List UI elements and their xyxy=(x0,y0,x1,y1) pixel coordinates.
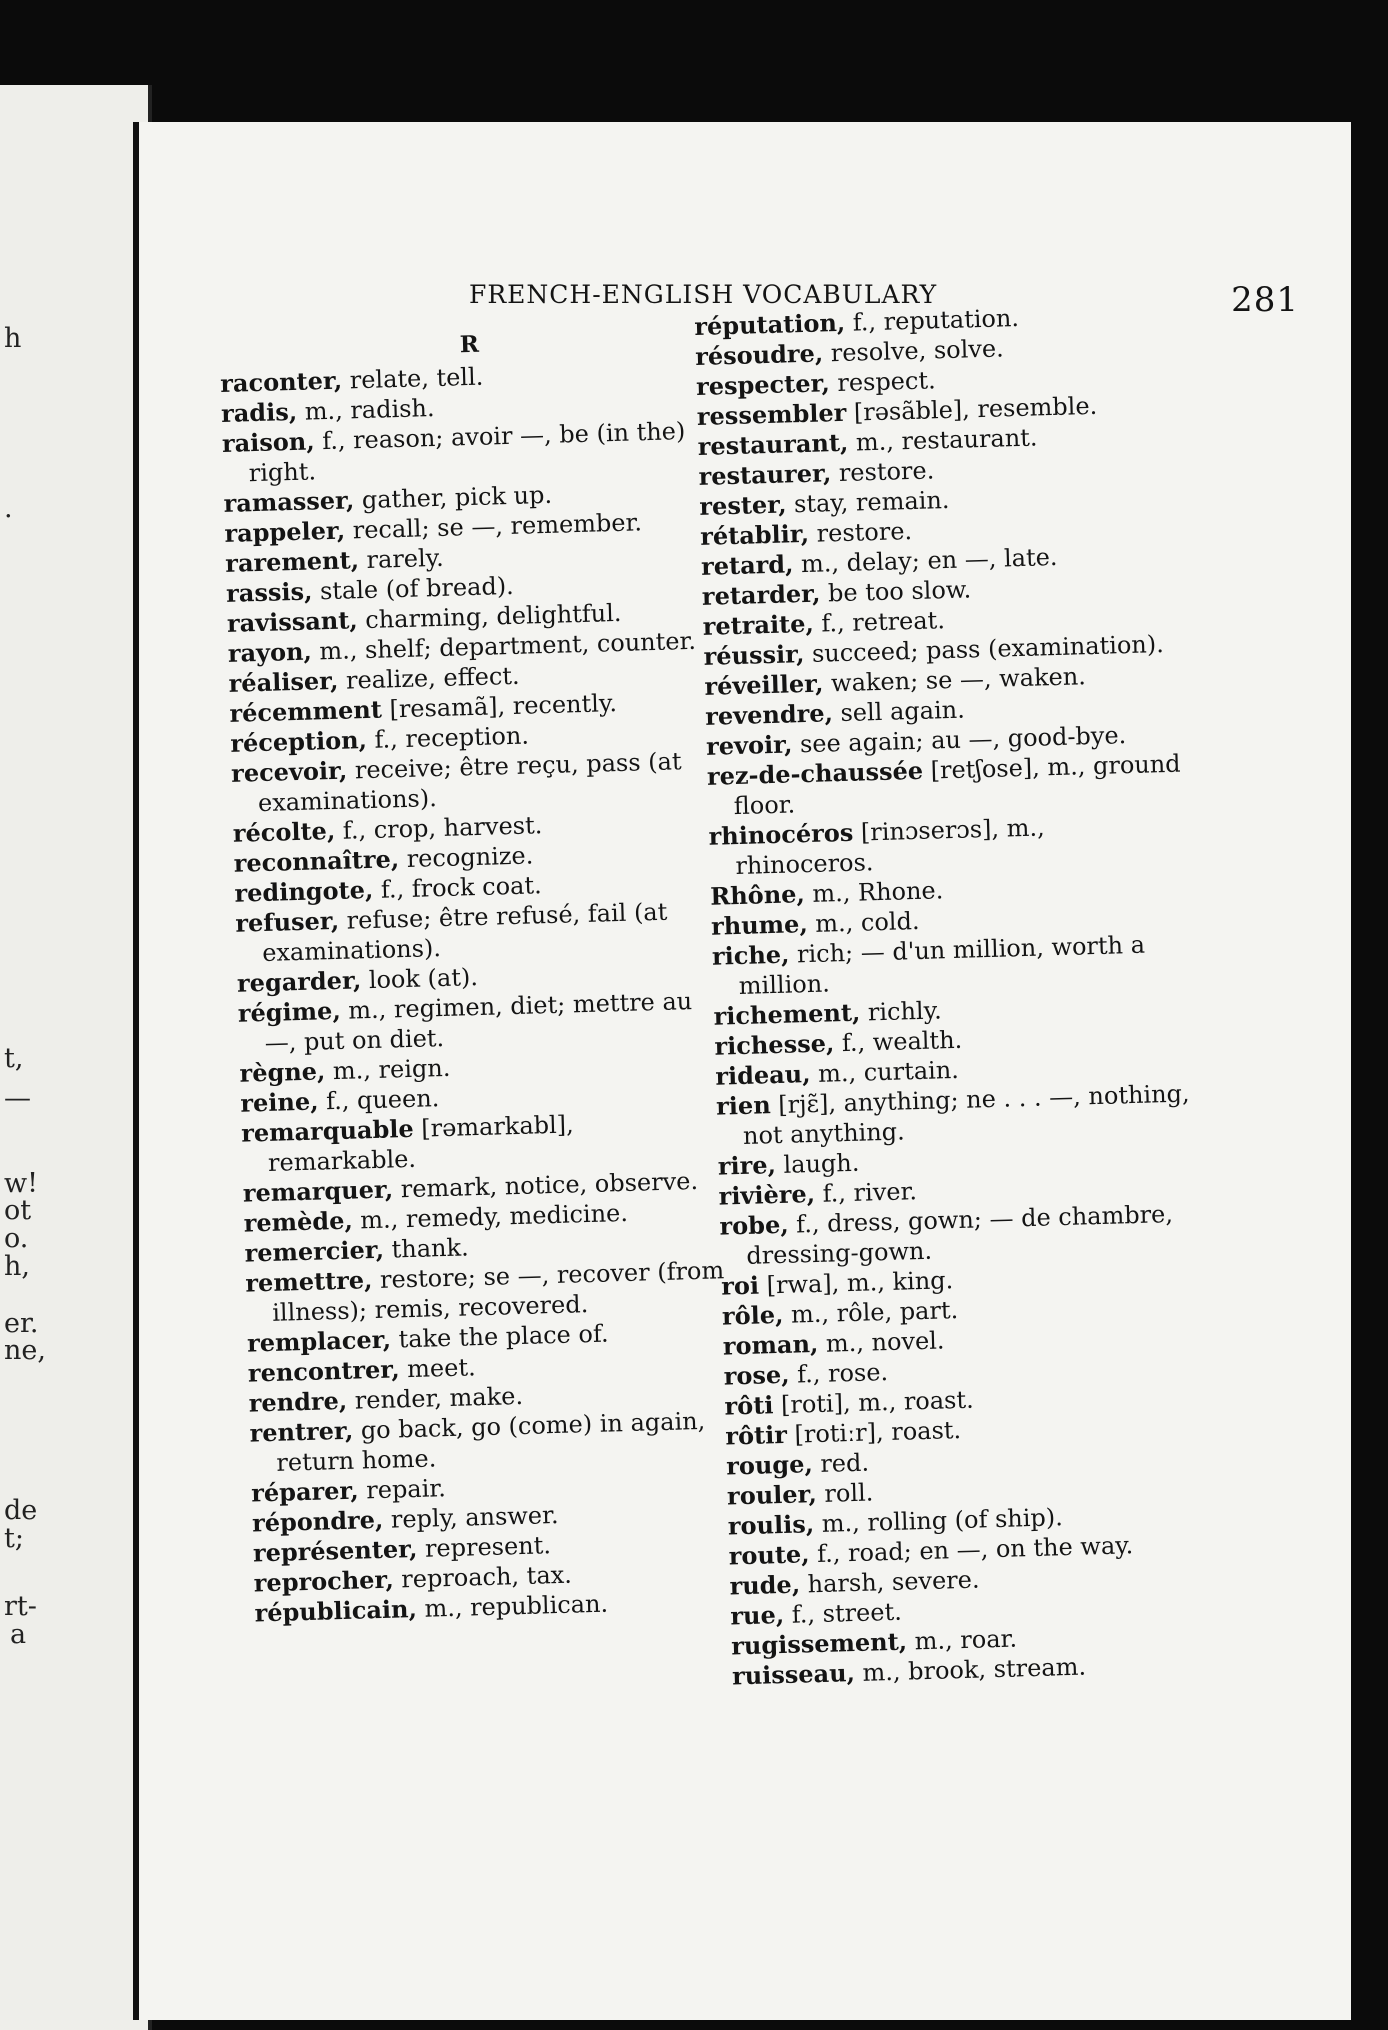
entry-definition: restore. xyxy=(808,517,913,548)
entry-headword: refuser, xyxy=(234,905,340,938)
entry-headword: remettre, xyxy=(245,1265,373,1298)
left-page-fragment: t; xyxy=(4,1523,24,1554)
entry-definition: [rjɛ̃], anything; ne . . . —, nothing, not anything. xyxy=(742,1079,1190,1150)
vocabulary-column-right xyxy=(694,299,1212,1692)
entry-definition: refuse; être refusé, fail (at examinations). xyxy=(261,897,668,968)
entry-definition: f., queen. xyxy=(318,1084,440,1116)
entry-definition: f., reception. xyxy=(366,721,530,755)
left-page-fragment: w! xyxy=(4,1168,38,1199)
entry-definition: m., novel. xyxy=(817,1326,945,1358)
entry-headword: rose, xyxy=(723,1359,790,1391)
entry-definition: richly. xyxy=(859,996,943,1027)
entry-list-left xyxy=(220,356,735,1629)
entry-headword: raison, xyxy=(221,426,315,458)
entry-headword: récolte, xyxy=(232,815,336,848)
entry-headword: reine, xyxy=(239,1086,319,1118)
entry-definition: m., rolling (of ship). xyxy=(813,1503,1064,1539)
section-letter: R xyxy=(459,330,480,359)
entry-definition: m., brook, stream. xyxy=(854,1652,1087,1688)
entry-definition: m., shelf; department, counter. xyxy=(311,626,697,666)
entry-headword: réputation, xyxy=(694,307,846,341)
entry-headword: rhinocéros xyxy=(708,817,854,851)
entry-headword: retraite, xyxy=(702,608,815,641)
entry-headword: réparer, xyxy=(250,1475,360,1508)
left-page-edge xyxy=(0,85,152,2030)
entry-headword: règne, xyxy=(239,1056,326,1088)
entry-definition: recall; se —, remember. xyxy=(344,508,643,545)
entry-definition: repair. xyxy=(358,1474,447,1505)
entry-headword: radis, xyxy=(220,396,298,428)
vocabulary-column-left xyxy=(219,324,735,1629)
entry-definition: m., cold. xyxy=(807,906,920,939)
entry-headword: rivière, xyxy=(718,1178,816,1211)
entry-headword: richesse, xyxy=(714,1028,835,1061)
entry-definition: represent. xyxy=(416,1531,552,1563)
entry-definition: take the place of. xyxy=(390,1319,609,1354)
entry-headword: robe, xyxy=(719,1209,789,1241)
entry-definition: m., radish. xyxy=(296,394,435,426)
entry-headword: rôle, xyxy=(721,1299,784,1331)
entry-definition: f., crop, harvest. xyxy=(334,811,543,845)
left-page-fragment: — xyxy=(4,1083,31,1114)
entry-definition: m., republican. xyxy=(416,1589,609,1623)
entry-definition: restore. xyxy=(830,456,935,488)
entry-headword: rien xyxy=(715,1090,772,1121)
entry-headword: reconnaître, xyxy=(233,844,400,878)
entry-headword: revendre, xyxy=(704,698,834,731)
entry-headword: revoir, xyxy=(705,729,793,761)
entry-headword: rouler, xyxy=(726,1479,818,1511)
entry-definition: [rwa], m., king. xyxy=(758,1266,954,1300)
entry-headword: restaurant, xyxy=(697,427,849,461)
entry-headword: rugissement, xyxy=(730,1626,908,1661)
entry-definition: f., river. xyxy=(814,1177,918,1208)
entry-headword: rôti xyxy=(724,1390,774,1421)
entry-definition: m., regimen, diet; mettre au —, put on diet. xyxy=(264,987,693,1057)
entry-headword: remarquable xyxy=(240,1113,415,1148)
left-page-fragment: . xyxy=(4,493,13,524)
left-page-fragment: ne, xyxy=(4,1335,46,1366)
entry-headword: ramasser, xyxy=(223,485,355,518)
entry-headword: rester, xyxy=(699,489,787,521)
entry-headword: réveiller, xyxy=(704,668,824,701)
entry-headword: redingote, xyxy=(234,874,374,908)
entry-headword: ressembler xyxy=(696,397,847,431)
entry-definition: m., rôle, part. xyxy=(783,1296,959,1329)
left-page-fragment: a xyxy=(10,1619,27,1650)
entry-definition: recognize. xyxy=(398,841,534,874)
left-page-fragment: ot xyxy=(4,1195,32,1226)
entry-headword: rétablir, xyxy=(699,518,810,551)
entry-headword: répondre, xyxy=(251,1504,384,1538)
entry-definition: meet. xyxy=(399,1353,477,1384)
entry-headword: respecter, xyxy=(695,368,831,401)
entry-definition: harsh, severe. xyxy=(799,1565,980,1599)
entry-definition: f., street. xyxy=(783,1597,903,1629)
entry-headword: rire, xyxy=(717,1150,777,1181)
entry-definition: remark, notice, observe. xyxy=(392,1166,699,1204)
entry-definition: m., roar. xyxy=(906,1624,1018,1656)
entry-headword: restaurer, xyxy=(698,458,832,491)
entry-definition: go back, go (come) in again, return home. xyxy=(276,1406,706,1477)
entry-headword: rôtir xyxy=(724,1419,788,1451)
entry-definition: [retʃose], m., ground floor. xyxy=(733,749,1181,821)
entry-headword: représenter, xyxy=(252,1533,418,1568)
entry-definition: f., dress, gown; — de chambre, dressing-gown. xyxy=(745,1199,1174,1270)
entry-definition: receive; être reçu, pass (at examinations). xyxy=(257,747,682,818)
entry-headword: roulis, xyxy=(727,1509,815,1541)
entry-definition: f., retreat. xyxy=(813,606,946,638)
entry-definition: m., restaurant. xyxy=(847,423,1038,457)
entry-headword: rassis, xyxy=(225,576,313,608)
entry-definition: [rəmarkabl], remarkable. xyxy=(267,1110,575,1177)
entry-headword: rarement, xyxy=(224,545,360,578)
entry-headword: ruisseau, xyxy=(731,1658,856,1691)
entry-list-right xyxy=(694,299,1212,1692)
entry-definition: m., Rhone. xyxy=(804,876,944,909)
entry-definition: [resamã], recently. xyxy=(381,689,618,724)
entry-definition: relate, tell. xyxy=(341,362,484,395)
entry-headword: réussir, xyxy=(703,639,805,671)
left-page-fragment: t, xyxy=(4,1043,24,1074)
entry-definition: rich; — d'un million, worth a million. xyxy=(738,930,1146,1001)
left-page-fragment: rt- xyxy=(4,1591,37,1622)
entry-definition: f., rose. xyxy=(789,1357,889,1389)
entry-headword: résoudre, xyxy=(694,338,824,371)
entry-definition: f., frock coat. xyxy=(372,871,543,904)
entry-headword: retarder, xyxy=(701,578,821,611)
entry-headword: raconter, xyxy=(219,365,343,398)
entry-definition: see again; au —, good-bye. xyxy=(791,721,1127,759)
entry-headword: rue, xyxy=(730,1599,785,1631)
entry-definition: render, make. xyxy=(346,1381,524,1415)
entry-headword: rencontrer, xyxy=(247,1354,400,1388)
entry-headword: remarquer, xyxy=(242,1174,394,1208)
entry-headword: ravissant, xyxy=(226,605,359,638)
entry-definition: red. xyxy=(812,1448,870,1479)
left-page-fragment: h xyxy=(4,323,22,354)
entry-definition: gather, pick up. xyxy=(353,480,553,515)
entry-definition: restore; se —, recover (from illness); remis, recovered. xyxy=(271,1256,725,1327)
page-title: FRENCH-ENGLISH VOCABULARY xyxy=(469,280,938,309)
entry-definition: roll. xyxy=(816,1478,874,1509)
entry-headword: regarder, xyxy=(236,965,362,998)
entry-headword: rez-de-chaussée xyxy=(706,755,924,791)
entry-definition: [roti], m., roast. xyxy=(773,1385,975,1420)
entry-headword: rouge, xyxy=(725,1449,814,1481)
entry-headword: rhume, xyxy=(710,909,809,941)
entry-headword: richement, xyxy=(713,997,861,1031)
entry-headword: rendre, xyxy=(248,1385,348,1418)
entry-definition: [rinɔserɔs], m., rhinoceros. xyxy=(735,813,1046,881)
entry-headword: réception, xyxy=(229,725,368,758)
entry-definition: succeed; pass (examination). xyxy=(803,630,1165,669)
entry-headword: reprocher, xyxy=(253,1564,395,1598)
entry-definition: [rotiːr], roast. xyxy=(786,1415,962,1449)
entry-definition: m., delay; en —, late. xyxy=(793,542,1058,579)
page-number: 281 xyxy=(1231,280,1299,320)
entry-definition: f., reputation. xyxy=(844,303,1020,337)
entry-definition: f., reason; avoir —, be (in the) right. xyxy=(248,417,686,488)
entry-headword: Rhône, xyxy=(709,879,806,911)
entry-headword: rayon, xyxy=(227,636,313,668)
book-page xyxy=(133,122,1351,2020)
entry-definition: stay, remain. xyxy=(786,485,950,519)
entry-definition: waken; se —, waken. xyxy=(823,662,1087,698)
left-page-fragment: o. xyxy=(4,1223,29,1254)
left-page-fragment: er. xyxy=(4,1308,39,1339)
entry-definition: f., wealth. xyxy=(833,1025,963,1058)
entry-headword: remercier, xyxy=(244,1234,385,1268)
entry-definition: laugh. xyxy=(775,1148,860,1180)
entry-headword: riche, xyxy=(711,939,790,971)
entry-definition: f., road; en —, on the way. xyxy=(809,1531,1134,1569)
entry-headword: réaliser, xyxy=(228,665,339,698)
entry-definition: resolve, solve. xyxy=(822,334,1005,368)
entry-definition: reproach, tax. xyxy=(393,1560,573,1594)
entry-definition: be too slow. xyxy=(820,575,972,608)
entry-definition: m., curtain. xyxy=(810,1055,960,1089)
entry-definition: m., reign. xyxy=(324,1053,451,1086)
entry-definition: stale (of bread). xyxy=(311,571,515,606)
entry-headword: remède, xyxy=(243,1205,354,1238)
entry-definition: sell again. xyxy=(832,695,966,728)
entry-headword: roi xyxy=(720,1270,760,1301)
entry-headword: route, xyxy=(728,1539,810,1571)
entry-definition: rarely. xyxy=(358,543,445,575)
entry-headword: retard, xyxy=(700,549,794,581)
entry-definition: realize, effect. xyxy=(337,661,520,695)
entry-definition: reply, answer. xyxy=(382,1500,559,1534)
entry-headword: rideau, xyxy=(714,1059,811,1091)
entry-definition: look (at). xyxy=(360,963,479,995)
entry-headword: rentrer, xyxy=(249,1415,354,1448)
entry-headword: recevoir, xyxy=(230,755,348,788)
entry-headword: régime, xyxy=(237,995,342,1028)
entry-definition: [rəsãble], resemble. xyxy=(845,391,1098,427)
entry-headword: roman, xyxy=(722,1328,819,1361)
entry-headword: rappeler, xyxy=(224,515,346,548)
entry-headword: récemment xyxy=(229,694,383,728)
entry-definition: charming, delightful. xyxy=(357,598,622,635)
left-page-fragment: de xyxy=(4,1495,38,1526)
entry-headword: rude, xyxy=(729,1569,801,1601)
left-page-fragment: h, xyxy=(4,1251,30,1282)
entry-headword: républicain, xyxy=(254,1593,418,1628)
entry-definition: m., remedy, medicine. xyxy=(352,1198,629,1235)
entry-definition: respect. xyxy=(829,366,937,398)
entry-headword: remplacer, xyxy=(246,1324,392,1358)
entry-definition: thank. xyxy=(383,1233,470,1264)
